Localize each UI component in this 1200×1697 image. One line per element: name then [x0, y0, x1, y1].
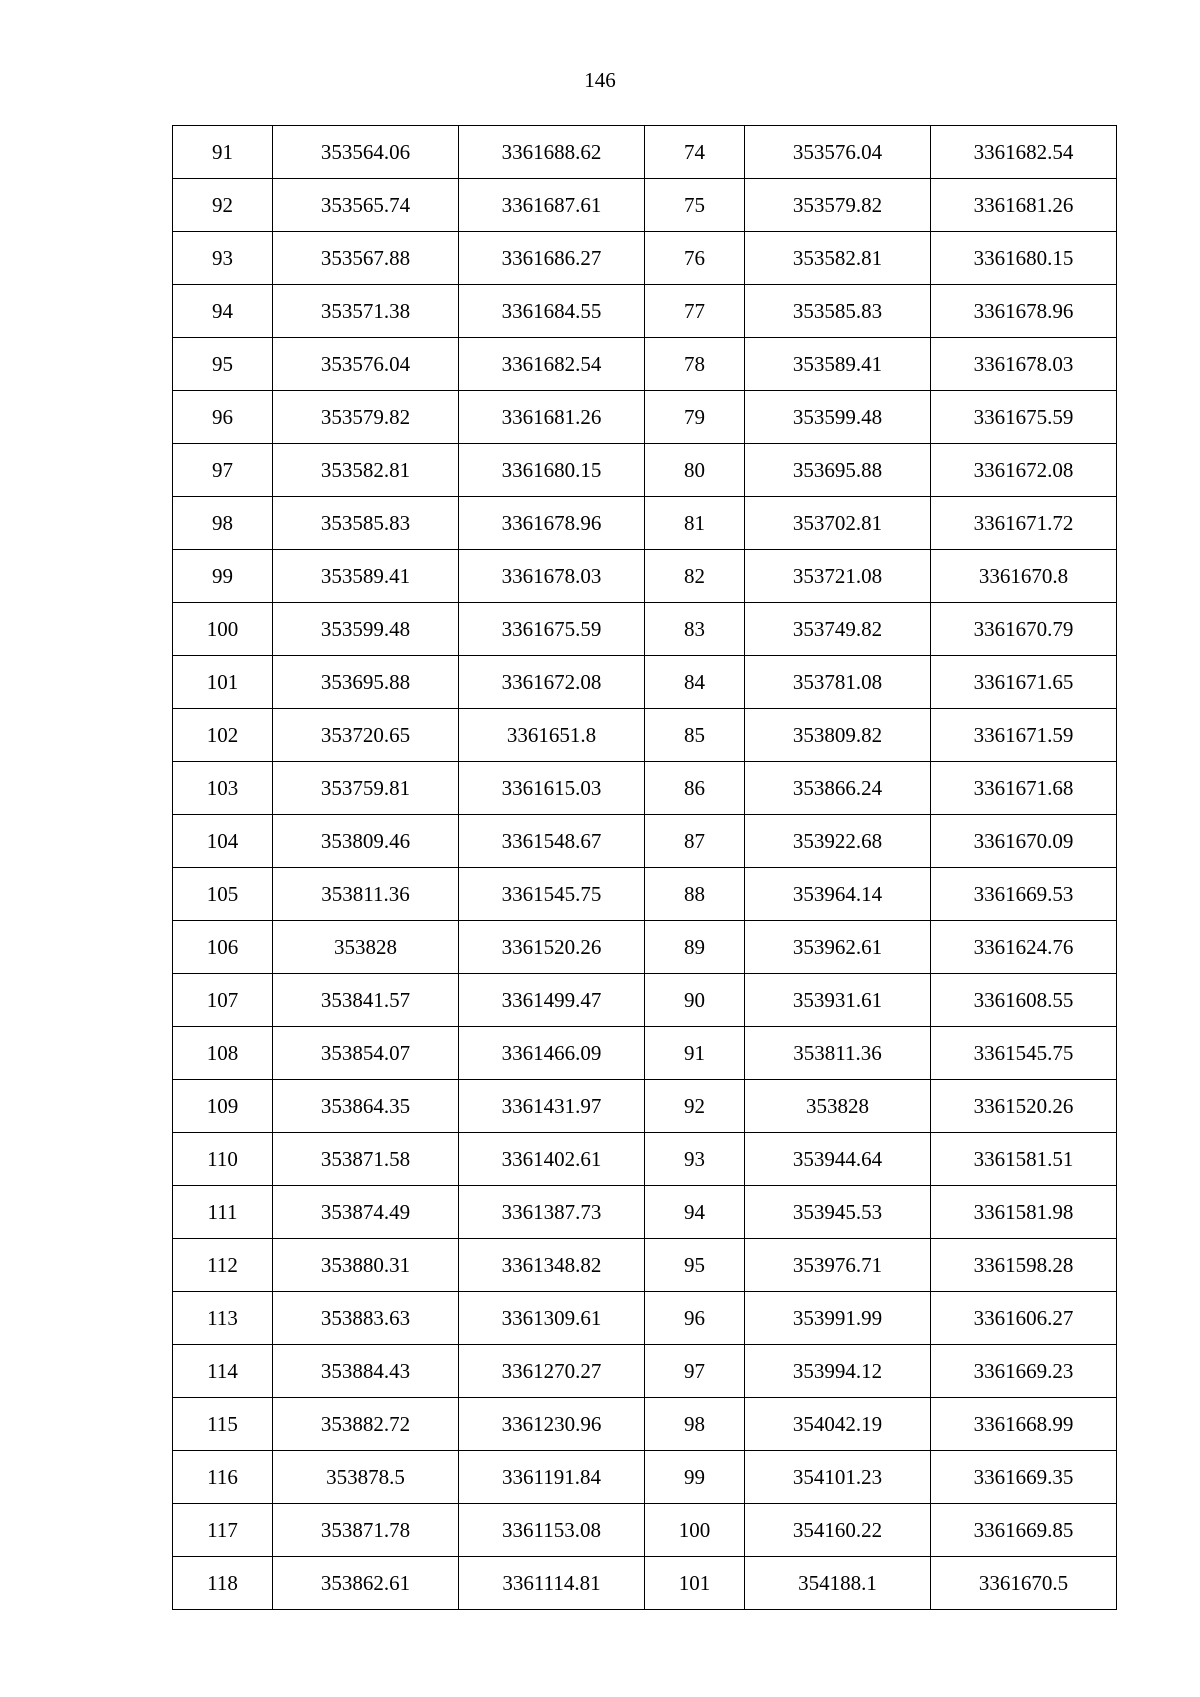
point-id-left: 114 — [173, 1345, 273, 1398]
x-coord-right: 353579.82 — [745, 179, 931, 232]
x-coord-left: 353871.78 — [273, 1504, 459, 1557]
point-id-right: 97 — [645, 1345, 745, 1398]
x-coord-left: 353564.06 — [273, 126, 459, 179]
table-row — [173, 285, 1117, 338]
table-row — [173, 391, 1117, 444]
y-coord-right: 3361681.26 — [931, 179, 1117, 232]
y-coord-left: 3361672.08 — [459, 656, 645, 709]
x-coord-left: 353759.81 — [273, 762, 459, 815]
x-coord-right: 353945.53 — [745, 1186, 931, 1239]
x-coord-left: 353565.74 — [273, 179, 459, 232]
point-id-right: 93 — [645, 1133, 745, 1186]
point-id-right: 75 — [645, 179, 745, 232]
x-coord-right: 353781.08 — [745, 656, 931, 709]
x-coord-left: 353878.5 — [273, 1451, 459, 1504]
table-row — [173, 815, 1117, 868]
point-id-left: 91 — [173, 126, 273, 179]
y-coord-right: 3361682.54 — [931, 126, 1117, 179]
x-coord-left: 353571.38 — [273, 285, 459, 338]
point-id-left: 100 — [173, 603, 273, 656]
y-coord-right: 3361598.28 — [931, 1239, 1117, 1292]
point-id-left: 109 — [173, 1080, 273, 1133]
point-id-left: 105 — [173, 868, 273, 921]
y-coord-right: 3361624.76 — [931, 921, 1117, 974]
point-id-right: 99 — [645, 1451, 745, 1504]
x-coord-left: 353579.82 — [273, 391, 459, 444]
point-id-right: 92 — [645, 1080, 745, 1133]
table-row — [173, 1186, 1117, 1239]
table-row — [173, 1398, 1117, 1451]
point-id-left: 94 — [173, 285, 273, 338]
point-id-right: 95 — [645, 1239, 745, 1292]
table-row — [173, 1557, 1117, 1610]
y-coord-left: 3361681.26 — [459, 391, 645, 444]
x-coord-right: 353721.08 — [745, 550, 931, 603]
point-id-right: 85 — [645, 709, 745, 762]
table-row — [173, 656, 1117, 709]
y-coord-right: 3361671.59 — [931, 709, 1117, 762]
point-id-right: 83 — [645, 603, 745, 656]
table-row — [173, 868, 1117, 921]
y-coord-right: 3361520.26 — [931, 1080, 1117, 1133]
table-row — [173, 1080, 1117, 1133]
x-coord-left: 353720.65 — [273, 709, 459, 762]
y-coord-left: 3361678.03 — [459, 550, 645, 603]
point-id-right: 87 — [645, 815, 745, 868]
y-coord-right: 3361670.8 — [931, 550, 1117, 603]
point-id-right: 86 — [645, 762, 745, 815]
point-id-left: 108 — [173, 1027, 273, 1080]
table-row — [173, 1133, 1117, 1186]
page-number: 146 — [584, 68, 616, 92]
y-coord-right: 3361678.03 — [931, 338, 1117, 391]
x-coord-right: 354160.22 — [745, 1504, 931, 1557]
y-coord-left: 3361348.82 — [459, 1239, 645, 1292]
y-coord-right: 3361545.75 — [931, 1027, 1117, 1080]
y-coord-left: 3361548.67 — [459, 815, 645, 868]
point-id-left: 99 — [173, 550, 273, 603]
point-id-left: 110 — [173, 1133, 273, 1186]
x-coord-left: 353576.04 — [273, 338, 459, 391]
table-row — [173, 497, 1117, 550]
point-id-left: 116 — [173, 1451, 273, 1504]
y-coord-left: 3361615.03 — [459, 762, 645, 815]
x-coord-right: 353828 — [745, 1080, 931, 1133]
x-coord-right: 353866.24 — [745, 762, 931, 815]
point-id-left: 96 — [173, 391, 273, 444]
y-coord-left: 3361191.84 — [459, 1451, 645, 1504]
point-id-left: 95 — [173, 338, 273, 391]
y-coord-left: 3361684.55 — [459, 285, 645, 338]
x-coord-right: 354188.1 — [745, 1557, 931, 1610]
point-id-left: 113 — [173, 1292, 273, 1345]
point-id-right: 91 — [645, 1027, 745, 1080]
y-coord-right: 3361671.68 — [931, 762, 1117, 815]
y-coord-right: 3361581.98 — [931, 1186, 1117, 1239]
x-coord-right: 354042.19 — [745, 1398, 931, 1451]
y-coord-right: 3361671.65 — [931, 656, 1117, 709]
point-id-right: 78 — [645, 338, 745, 391]
y-coord-right: 3361669.23 — [931, 1345, 1117, 1398]
x-coord-left: 353582.81 — [273, 444, 459, 497]
table-row — [173, 1292, 1117, 1345]
y-coord-right: 3361669.35 — [931, 1451, 1117, 1504]
point-id-right: 76 — [645, 232, 745, 285]
table-row — [173, 1027, 1117, 1080]
x-coord-left: 353809.46 — [273, 815, 459, 868]
y-coord-right: 3361670.09 — [931, 815, 1117, 868]
y-coord-left: 3361387.73 — [459, 1186, 645, 1239]
y-coord-left: 3361675.59 — [459, 603, 645, 656]
y-coord-right: 3361670.79 — [931, 603, 1117, 656]
point-id-left: 92 — [173, 179, 273, 232]
y-coord-right: 3361668.99 — [931, 1398, 1117, 1451]
x-coord-right: 353931.61 — [745, 974, 931, 1027]
x-coord-right: 353695.88 — [745, 444, 931, 497]
point-id-right: 94 — [645, 1186, 745, 1239]
x-coord-right: 353576.04 — [745, 126, 931, 179]
x-coord-right: 353976.71 — [745, 1239, 931, 1292]
x-coord-right: 353809.82 — [745, 709, 931, 762]
y-coord-left: 3361678.96 — [459, 497, 645, 550]
point-id-left: 112 — [173, 1239, 273, 1292]
point-id-right: 96 — [645, 1292, 745, 1345]
table-row — [173, 179, 1117, 232]
table-row — [173, 974, 1117, 1027]
x-coord-left: 353828 — [273, 921, 459, 974]
x-coord-left: 353811.36 — [273, 868, 459, 921]
point-id-left: 102 — [173, 709, 273, 762]
y-coord-left: 3361431.97 — [459, 1080, 645, 1133]
x-coord-right: 353811.36 — [745, 1027, 931, 1080]
y-coord-left: 3361686.27 — [459, 232, 645, 285]
y-coord-right: 3361680.15 — [931, 232, 1117, 285]
x-coord-left: 353862.61 — [273, 1557, 459, 1610]
y-coord-left: 3361680.15 — [459, 444, 645, 497]
x-coord-left: 353882.72 — [273, 1398, 459, 1451]
point-id-right: 100 — [645, 1504, 745, 1557]
table-row — [173, 1451, 1117, 1504]
y-coord-left: 3361651.8 — [459, 709, 645, 762]
y-coord-right: 3361608.55 — [931, 974, 1117, 1027]
x-coord-right: 353944.64 — [745, 1133, 931, 1186]
y-coord-right: 3361672.08 — [931, 444, 1117, 497]
y-coord-left: 3361270.27 — [459, 1345, 645, 1398]
point-id-left: 104 — [173, 815, 273, 868]
y-coord-left: 3361688.62 — [459, 126, 645, 179]
point-id-right: 82 — [645, 550, 745, 603]
table-row — [173, 603, 1117, 656]
x-coord-left: 353589.41 — [273, 550, 459, 603]
point-id-right: 84 — [645, 656, 745, 709]
x-coord-right: 353749.82 — [745, 603, 931, 656]
y-coord-left: 3361466.09 — [459, 1027, 645, 1080]
x-coord-right: 353585.83 — [745, 285, 931, 338]
point-id-left: 101 — [173, 656, 273, 709]
x-coord-left: 353883.63 — [273, 1292, 459, 1345]
x-coord-left: 353864.35 — [273, 1080, 459, 1133]
table-row — [173, 921, 1117, 974]
y-coord-left: 3361309.61 — [459, 1292, 645, 1345]
table-row — [173, 550, 1117, 603]
y-coord-left: 3361230.96 — [459, 1398, 645, 1451]
x-coord-left: 353585.83 — [273, 497, 459, 550]
table-row — [173, 338, 1117, 391]
table-row — [173, 444, 1117, 497]
point-id-right: 89 — [645, 921, 745, 974]
point-id-right: 90 — [645, 974, 745, 1027]
point-id-left: 118 — [173, 1557, 273, 1610]
x-coord-left: 353874.49 — [273, 1186, 459, 1239]
point-id-right: 101 — [645, 1557, 745, 1610]
x-coord-right: 353599.48 — [745, 391, 931, 444]
table-row — [173, 762, 1117, 815]
x-coord-left: 353599.48 — [273, 603, 459, 656]
y-coord-right: 3361606.27 — [931, 1292, 1117, 1345]
x-coord-right: 353582.81 — [745, 232, 931, 285]
x-coord-left: 353880.31 — [273, 1239, 459, 1292]
y-coord-left: 3361499.47 — [459, 974, 645, 1027]
point-id-right: 77 — [645, 285, 745, 338]
point-id-left: 111 — [173, 1186, 273, 1239]
x-coord-right: 354101.23 — [745, 1451, 931, 1504]
y-coord-left: 3361402.61 — [459, 1133, 645, 1186]
table-row — [173, 126, 1117, 179]
x-coord-left: 353871.58 — [273, 1133, 459, 1186]
y-coord-right: 3361671.72 — [931, 497, 1117, 550]
x-coord-right: 353994.12 — [745, 1345, 931, 1398]
point-id-left: 106 — [173, 921, 273, 974]
point-id-right: 79 — [645, 391, 745, 444]
y-coord-right: 3361678.96 — [931, 285, 1117, 338]
point-id-right: 81 — [645, 497, 745, 550]
x-coord-left: 353854.07 — [273, 1027, 459, 1080]
point-id-right: 98 — [645, 1398, 745, 1451]
point-id-left: 117 — [173, 1504, 273, 1557]
point-id-left: 115 — [173, 1398, 273, 1451]
coordinate-table — [172, 125, 1117, 1610]
coordinate-table-body — [173, 126, 1117, 1610]
x-coord-right: 353922.68 — [745, 815, 931, 868]
x-coord-right: 353964.14 — [745, 868, 931, 921]
point-id-left: 97 — [173, 444, 273, 497]
y-coord-right: 3361675.59 — [931, 391, 1117, 444]
y-coord-right: 3361670.5 — [931, 1557, 1117, 1610]
table-row — [173, 232, 1117, 285]
point-id-left: 98 — [173, 497, 273, 550]
x-coord-right: 353702.81 — [745, 497, 931, 550]
y-coord-left: 3361682.54 — [459, 338, 645, 391]
point-id-right: 88 — [645, 868, 745, 921]
y-coord-right: 3361669.85 — [931, 1504, 1117, 1557]
table-row — [173, 709, 1117, 762]
x-coord-left: 353695.88 — [273, 656, 459, 709]
x-coord-right: 353991.99 — [745, 1292, 931, 1345]
point-id-left: 103 — [173, 762, 273, 815]
x-coord-left: 353567.88 — [273, 232, 459, 285]
table-row — [173, 1504, 1117, 1557]
point-id-right: 74 — [645, 126, 745, 179]
y-coord-right: 3361669.53 — [931, 868, 1117, 921]
y-coord-left: 3361153.08 — [459, 1504, 645, 1557]
table-row — [173, 1345, 1117, 1398]
y-coord-left: 3361687.61 — [459, 179, 645, 232]
point-id-right: 80 — [645, 444, 745, 497]
table-row — [173, 1239, 1117, 1292]
x-coord-right: 353589.41 — [745, 338, 931, 391]
x-coord-left: 353884.43 — [273, 1345, 459, 1398]
point-id-left: 93 — [173, 232, 273, 285]
y-coord-left: 3361545.75 — [459, 868, 645, 921]
point-id-left: 107 — [173, 974, 273, 1027]
x-coord-left: 353841.57 — [273, 974, 459, 1027]
y-coord-left: 3361520.26 — [459, 921, 645, 974]
y-coord-right: 3361581.51 — [931, 1133, 1117, 1186]
x-coord-right: 353962.61 — [745, 921, 931, 974]
y-coord-left: 3361114.81 — [459, 1557, 645, 1610]
